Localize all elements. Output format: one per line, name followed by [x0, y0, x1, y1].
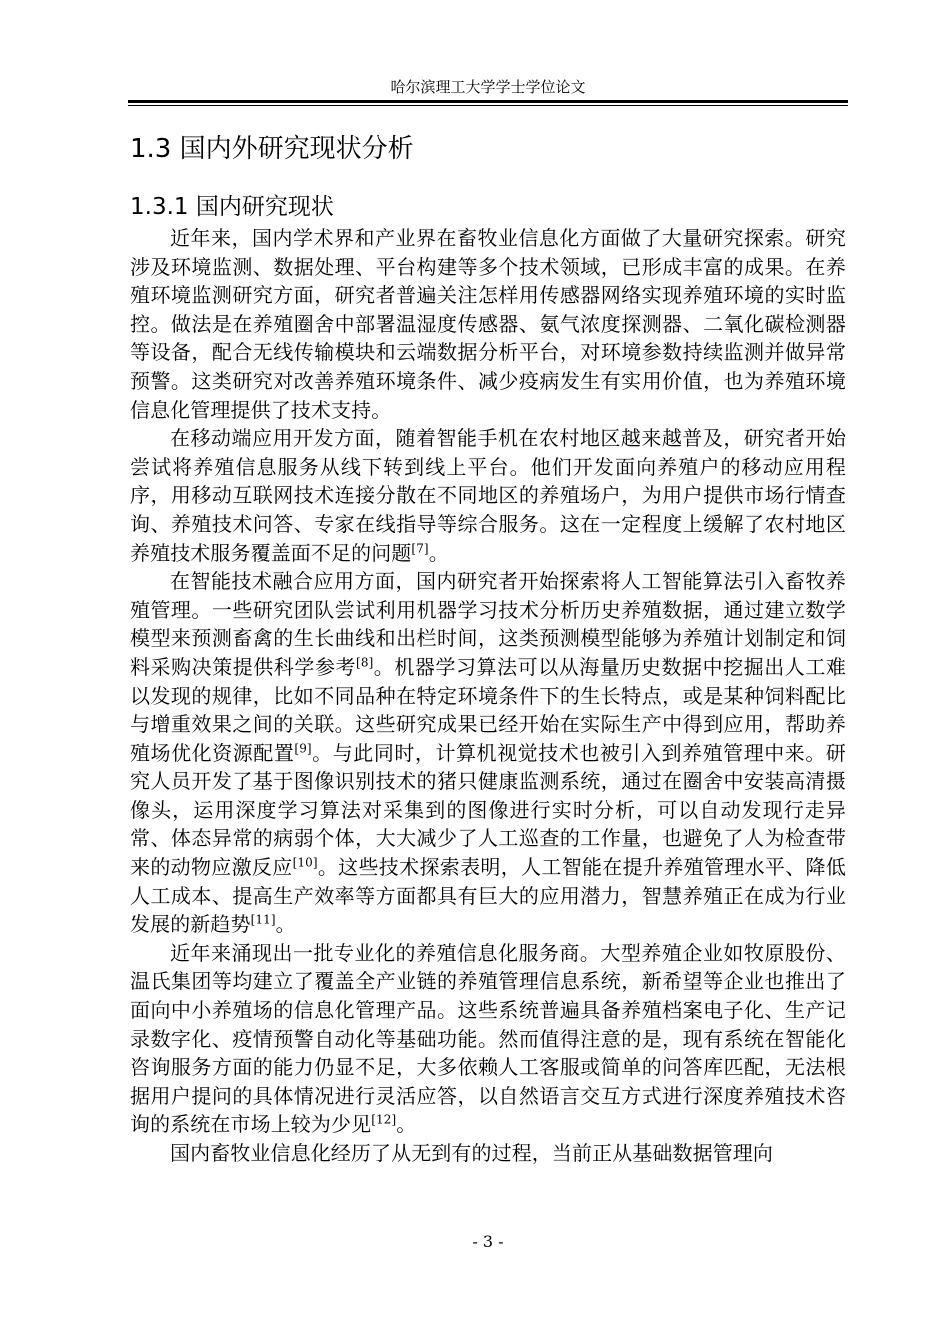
paragraph-text: 在移动端应用开发方面，随着智能手机在农村地区越来越普及，研究者开始尝试将养殖信息服务从线下转到线上平台。他们开发面向养殖户的移动应用程序，用移动互联网技术连接分散在不同地区的养殖场户，为用户提供市场行情查询、养殖技术问答、专家在线指导等综合服务。这在一定程度上缓解了农村地区养殖技术服务覆盖面不足的问题	[130, 426, 846, 565]
running-header: 哈尔滨理工大学学士学位论文	[390, 78, 586, 96]
paragraph-text: 。这些技术探索表明，人工智能在提升养殖管理水平、降低人工成本、提高生产效率等方面都具有巨大的应用潜力，智慧养殖正在成为行业发展的新趋势	[130, 855, 846, 937]
citation-ref: [9]	[294, 741, 312, 756]
citation-ref: [12]	[371, 1112, 397, 1127]
paragraph	[130, 424, 846, 567]
paragraph-text: 。	[396, 1112, 417, 1137]
citation-ref: [7]	[411, 540, 429, 555]
header-rule-thin	[128, 105, 848, 106]
citation-ref: [8]	[356, 655, 374, 670]
paragraph-text: 。机器学习算法可以从海量历史数据中挖掘出人工难以发现的规律，比如不同品种在特定环境条件下的生长特点，或是某种饲料配比与增重效果之间的关联。这些研究成果已经开始在实际生产中得到应用，帮助养殖场优化资源配置	[130, 654, 846, 765]
paragraph-text: 近年来涌现出一批专业化的养殖信息化服务商。大型养殖企业如牧原股份、温氏集团等均建立了覆盖全产业链的养殖管理信息系统，新希望等企业也推出了面向中小养殖场的信息化管理产品。这些系统普遍具备养殖档案电子化、生产记录数字化、疫情预警自动化等基础功能。然而值得注意的是，现有系统在智能化咨询服务方面的能力仍显不足，大多依赖人工客服或简单的问答库匹配，无法根据用户提问的具体情况进行灵活应答，以自然语言交互方式进行深度养殖技术咨询的系统在市场上较为少见	[130, 940, 846, 1137]
paragraph-text: 。	[275, 912, 296, 937]
citation-ref: [10]	[292, 855, 318, 870]
paragraph-text: 在智能技术融合应用方面，国内研究者开始探索将人工智能算法引入畜牧养殖管理。一些研究团队尝试利用机器学习技术分析历史养殖数据，通过建立数学模型来预测畜禽的生长曲线和出栏时间，这类预测模型能够为养殖计划制定和饲料采购决策提供科学参考	[130, 569, 846, 679]
subsection-heading: 1.3.1 国内研究现状	[130, 194, 334, 220]
paragraph	[130, 224, 846, 424]
paragraph-text: 。与此同时，计算机视觉技术也被引入到养殖管理中来。研究人员开发了基于图像识别技术的猪只健康监测系统，通过在圈舍中安装高清摄像头，运用深度学习算法对采集到的图像进行实时分析，可以自动发现行走异常、体态异常的病弱个体，大大减少了人工巡查的工作量，也避免了人为检查带来的动物应激反应	[130, 740, 846, 880]
paragraph	[130, 567, 846, 939]
citation-ref: [11]	[250, 912, 276, 927]
paragraph	[130, 1139, 846, 1168]
paragraph-text: 。	[428, 540, 449, 565]
paragraph	[130, 939, 846, 1139]
paragraph-text: 国内畜牧业信息化经历了从无到有的过程，当前正从基础数据管理向	[170, 1141, 773, 1165]
body-text	[130, 224, 846, 1168]
section-heading: 1.3 国内外研究现状分析	[130, 134, 414, 164]
paragraph-text: 近年来，国内学术界和产业界在畜牧业信息化方面做了大量研究探索。研究涉及环境监测、数据处理、平台构建等多个技术领域，已形成丰富的成果。在养殖环境监测研究方面，研究者普遍关注怎样用传感器网络实现养殖环境的实时监控。做法是在养殖圈舍中部署温湿度传感器、氨气浓度探测器、二氧化碳检测器等设备，配合无线传输模块和云端数据分析平台，对环境参数持续监测并做异常预警。这类研究对改善养殖环境条件、减少疫病发生有实用价值，也为养殖环境信息化管理提供了技术支持。	[130, 226, 846, 422]
page-number: - 3 -	[472, 1232, 504, 1251]
header-rule-thick	[128, 100, 848, 103]
